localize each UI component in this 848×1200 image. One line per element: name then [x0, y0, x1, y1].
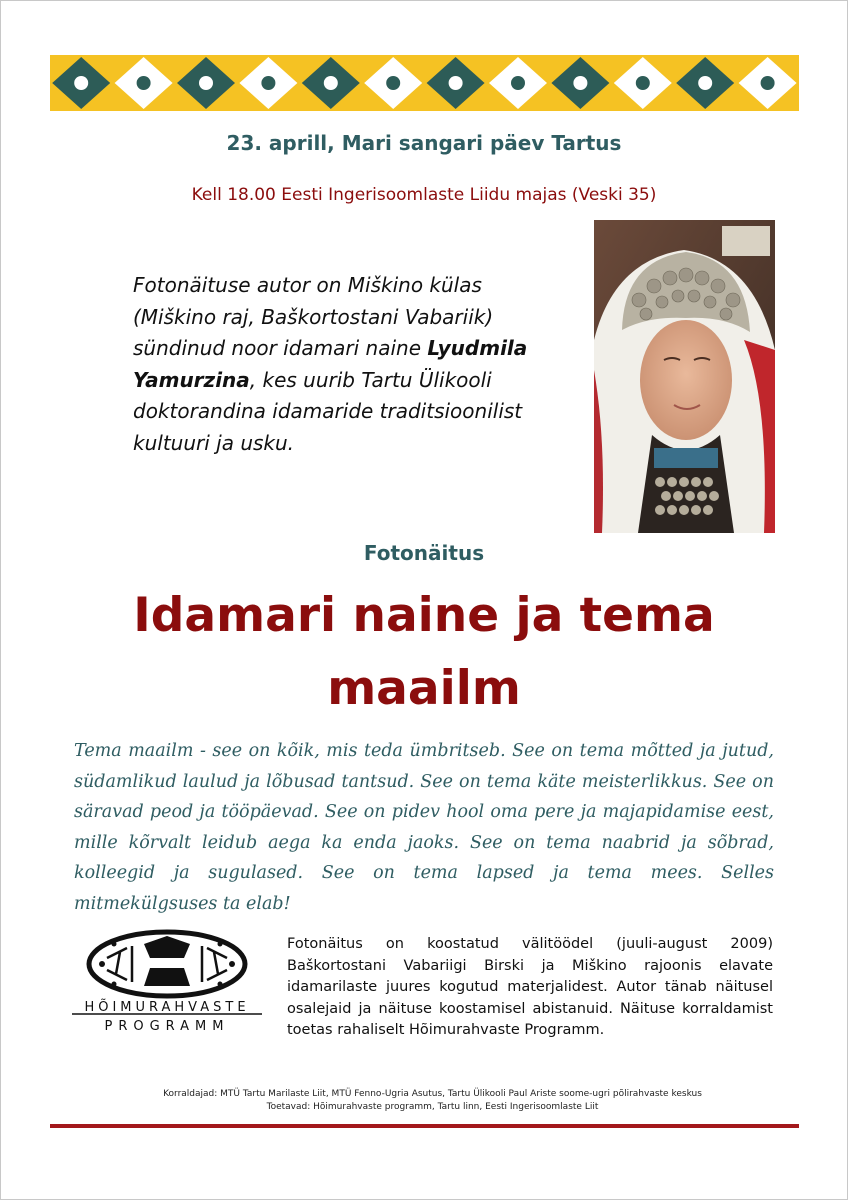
- supporters-line: Toetavad: Hõimurahvaste programm, Tartu linn, Eesti Ingerisoomlaste Liit: [266, 1102, 599, 1112]
- intro-text-end: , kes uurib Tartu Ülikooli doktorandina idamaride traditsioonilist kultuuri ja usku.: [133, 367, 523, 455]
- logo-text-line1: HÕIMURAHVASTE: [84, 1000, 250, 1015]
- ornament-dot: [449, 76, 463, 90]
- exhibition-subtitle: Fotonäitus: [363, 541, 485, 565]
- ornament-banner: [50, 55, 799, 111]
- ornament-dot: [511, 76, 525, 90]
- credits-block: [0, 1088, 848, 1114]
- intro-paragraph: [133, 270, 563, 459]
- ornament-dot: [386, 76, 400, 90]
- ornament-dot: [698, 76, 712, 90]
- event-venue-line: Kell 18.00 Eesti Ingerisoomlaste Liidu majas (Veski 35): [191, 185, 657, 205]
- exhibition-title: Idamari naine ja tema maailm: [133, 588, 715, 716]
- description-paragraph: Tema maailm - see on kõik, mis teda ümbritseb. See on tema mõtted ja jutud, südamlikud laulud ja lõbusad tantsud. See on tema käte meisterlikkus. See on säravad peod ja tööpäevad. See on pidev hool oma pere ja majapidamise eest, mille kõrvalt leidub aega ka enda jaoks. See on tema naabrid ja sõbrad, kolleegid ja sugulased. See on tema lapsed ja tema mees. Selles mitmekülgsuses ta elab!: [74, 741, 774, 914]
- ornament-dot: [74, 76, 88, 90]
- logo-text-line2: PROGRAMM: [104, 1019, 230, 1034]
- ornament-dot: [573, 76, 587, 90]
- portrait-photo: [594, 220, 775, 533]
- ornament-dot: [761, 76, 775, 90]
- info-paragraph: Fotonäitus on koostatud välitöödel (juuli-august 2009) Baškortostani Vabariigi Birski ja Miškino rajoonis elavate idamarilaste juures kogutud materjalidest. Autor tänab näitusel osalejaid ja näituse koostamisel abistanuid. Näituse korraldamist toetas rahaliselt Hõimurahvaste Programm.: [287, 936, 773, 1038]
- intro-text-start: Fotonäituse autor on Miškino külas (Miškino raj, Baškortostani Vabariik) sündinud noor idamari naine: [133, 273, 494, 360]
- ornament-dot: [261, 76, 275, 90]
- ornament-dot: [137, 76, 151, 90]
- bottom-rule: [50, 1124, 799, 1128]
- ornament-dot: [636, 76, 650, 90]
- organizers-line: Korraldajad: MTÜ Tartu Marilaste Liit, MTÜ Fenno-Ugria Asutus, Tartu Ülikooli Paul Ariste soome-ugri põlirahvaste keskus: [163, 1089, 702, 1099]
- ornament-dot: [199, 76, 213, 90]
- author-name: Lyudmila Yamurzina: [133, 336, 528, 392]
- ornament-dot: [324, 76, 338, 90]
- event-date-line: 23. aprill, Mari sangari päev Tartus: [226, 131, 622, 155]
